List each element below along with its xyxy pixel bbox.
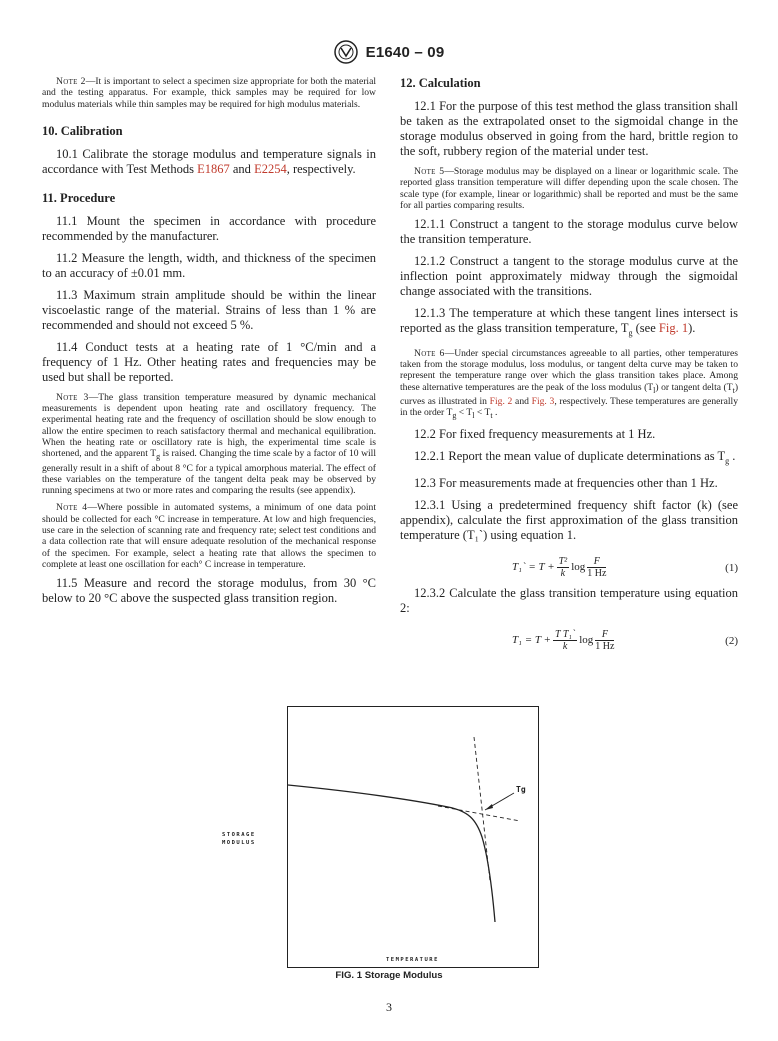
- figure-xlabel: TEMPERATURE: [386, 957, 439, 963]
- note-5: [400, 166, 738, 211]
- ylabel-line: MODULUS: [222, 840, 256, 846]
- equation-2: [400, 623, 738, 659]
- link-e2254[interactable]: E2254: [254, 161, 287, 176]
- paragraph-12-3-1: 12.3.1 Using a predetermined frequency shift factor (k) (see appendix), calculate the first approximation of the glass transition temperature (T₁`) using equation 1.: [400, 497, 738, 542]
- equation-number: (1): [725, 561, 738, 574]
- numerator: F: [587, 556, 606, 568]
- paragraph-11-1: 11.1 Mount the specimen in accordance with procedure recommended by the manufacturer.: [42, 213, 376, 243]
- denominator: 1 Hz: [587, 567, 607, 579]
- tg-arrowhead: [485, 804, 493, 810]
- text: 10.1 Calibrate the storage modulus and temperature signals in accordance with Test Methods: [42, 146, 376, 176]
- equation-formula: [512, 629, 616, 652]
- denominator: k: [562, 640, 568, 652]
- subscript: g: [156, 452, 161, 462]
- eq-lhs: T₁ = T +: [512, 633, 551, 646]
- note-4: [42, 502, 376, 570]
- note-label: Note 3: [56, 391, 89, 403]
- paragraph-10-1: [42, 147, 376, 177]
- section-11-heading: 11. Procedure: [42, 190, 116, 205]
- paragraph-11-5: 11.5 Measure and record the storage modulus, from 30 °C below to 20 °C above the suspected glass transition region.: [42, 576, 376, 606]
- ylabel-line: STORAGE: [222, 832, 256, 838]
- figure-ylabel: [222, 831, 256, 847]
- note-text: , respectively. These temperatures are generally in the order T: [400, 395, 738, 419]
- storage-modulus-diagram: [288, 707, 538, 967]
- subscript: g: [725, 456, 730, 466]
- figure-1: [287, 706, 539, 968]
- paragraph-12-1-2: 12.1.2 Construct a tangent to the storage modulus curve at the inflection point approximately midway through the sigmoidal change associated with the transitions.: [400, 254, 738, 299]
- link-fig-2[interactable]: Fig. 2: [489, 395, 513, 407]
- link-e1867[interactable]: E1867: [197, 161, 230, 176]
- section-12-heading: 12. Calculation: [400, 76, 481, 90]
- equation-formula: [512, 556, 608, 579]
- subscript: l: [472, 410, 475, 420]
- paragraph-11-3: 11.3 Maximum strain amplitude should be within the linear viscoelastic range of the material. Strains of less than 1 % are recommended and should not exceed 5 %.: [42, 287, 376, 332]
- paragraph-12-1: 12.1 For the purpose of this test method the glass transition shall be taken as the extrapolated onset to the sigmoidal change in the storage modulus observed in going from the hard, brittle region to the soft, rubbery region of the material under test.: [400, 99, 738, 158]
- note-label: Note 5: [414, 166, 445, 177]
- log: log: [579, 633, 594, 646]
- paragraph-12-2-1: [400, 449, 738, 469]
- note-text: —Where possible in automated systems, a minimum of one data point should be collected for each °C increase in temperature. At low and high frequencies, use care in the selection of scanning rate and frequency rate; select test conditions and a data collection rate that will ensure adequate resolution of the mechanical response of the specimen. For example, select a heating rate that allows the specimen to complete at least one oscillation for each° C increase in temperature.: [42, 502, 377, 570]
- document-id: E1640 – 09: [365, 43, 445, 61]
- tg-label: Tg: [516, 785, 526, 794]
- note-text: —Under special circumstances agreeable to all parties, other temperatures taken from the storage modulus, loss modulus, or tangent delta curve may be taken to represent the temperature range over which the glass transition takes place. Among these alternative temperatures are the peak of the loss modulus (T: [400, 347, 738, 393]
- text: 12.1.3 The temperature at which these tangent lines intersect is reported as the glass transition temperature, T: [400, 306, 738, 336]
- link-fig-1[interactable]: Fig. 1: [658, 321, 689, 336]
- note-label: Note 4: [56, 502, 88, 514]
- subscript: t: [490, 410, 493, 420]
- note-6: [400, 348, 738, 422]
- paragraph-12-2: 12.2 For fixed frequency measurements at 1 Hz.: [414, 427, 656, 442]
- page-number: 3: [386, 1000, 392, 1014]
- note-text: ) or tangent delta (T: [655, 381, 733, 393]
- numerator: T T₁`: [554, 628, 576, 640]
- subscript: g: [628, 328, 633, 338]
- note-text: < T: [456, 407, 473, 419]
- paragraph-12-3: 12.3 For measurements made at frequencies other than 1 Hz.: [414, 475, 718, 490]
- astm-logo-icon: [334, 40, 358, 64]
- paragraph-11-2: 11.2 Measure the length, width, and thickness of the specimen to an accuracy of ±0.01 mm.: [42, 250, 376, 280]
- page-header: [0, 40, 778, 64]
- subscript: g: [452, 410, 457, 420]
- note-text: is raised. Changing the time scale by a factor of 10 will generally result in a shift of about 8 °C for a typical amorphous material. The effect of these variables on the temperature of the tangent delta peak may be observed by running specimens at two or more rates and comparing the results (see appendix).: [42, 448, 377, 497]
- note-text: ) curves as illustrated in: [400, 381, 739, 407]
- subscript: l: [653, 385, 656, 395]
- note-text: —It is important to select a specimen size appropriate for both the material and the testing apparatus. For example, thick samples may be required for low modulus materials while thin samples may be required for high modulus materials.: [42, 76, 377, 110]
- paragraph-12-1-1: 12.1.1 Construct a tangent to the storage modulus curve below the transition temperature.: [400, 217, 738, 247]
- log: log: [571, 560, 586, 573]
- numerator: F: [595, 629, 614, 641]
- fraction: [587, 556, 606, 579]
- subscript: t: [732, 385, 735, 395]
- section-10-heading: 10. Calibration: [42, 123, 123, 138]
- left-column: [42, 76, 376, 613]
- note-label: Note 6: [414, 347, 445, 359]
- paragraph-12-1-3: [400, 306, 738, 341]
- text: 12.2.1 Report the mean value of duplicate determinations as T: [414, 449, 726, 464]
- tangent-line-glassy: [438, 806, 520, 821]
- paragraph-12-3-2: 12.3.2 Calculate the glass transition temperature using equation 2:: [400, 585, 738, 615]
- note-text: —Storage modulus may be displayed on a linear or logarithmic scale. The reported glass transition temperature will differ depending upon the scale chosen. The scale type (for example, linear or logarithmic) shall be reported and must be the same for all parties comparing results.: [400, 166, 738, 211]
- right-column: [400, 76, 738, 659]
- storage-modulus-curve: [288, 785, 495, 922]
- equation-1: [400, 550, 738, 586]
- fraction: [553, 629, 577, 652]
- link-fig-3[interactable]: Fig. 3: [531, 395, 555, 407]
- note-2: [42, 76, 376, 110]
- eq-lhs: T₁` = T +: [512, 560, 555, 573]
- equation-number: (2): [725, 634, 738, 647]
- numerator: T²: [558, 555, 568, 567]
- text: (see: [632, 321, 659, 336]
- figure-caption: FIG. 1 Storage Modulus: [335, 970, 443, 981]
- denominator: 1 Hz: [595, 640, 615, 652]
- note-text: —The glass transition temperature measured by dynamic mechanical measurements is dependent upon heating rate and oscillatory frequency. The experimental heating rate and the frequency of oscillation should be slow enough to allow the entire specimen to reach satisfactory thermal and mechanical equilibration. When the heating rate or oscillatory rate is high, the experimental time scale is shortened, and the apparent T: [42, 391, 376, 460]
- text: .: [729, 449, 736, 464]
- note-text: and: [512, 395, 532, 407]
- paragraph-11-4: 11.4 Conduct tests at a heating rate of 1 °C/min and a frequency of 1 Hz. Other heating rates and frequencies may be used but shall be reported.: [42, 339, 376, 384]
- note-label: Note 2: [56, 76, 86, 87]
- text: and: [229, 161, 255, 176]
- note-text: .: [492, 407, 498, 419]
- fraction: [557, 556, 570, 579]
- note-text: < T: [474, 407, 491, 419]
- fraction: [595, 629, 614, 652]
- note-3: [42, 392, 376, 497]
- denominator: k: [560, 567, 566, 579]
- text: ).: [688, 321, 696, 336]
- text: , respectively.: [286, 161, 356, 176]
